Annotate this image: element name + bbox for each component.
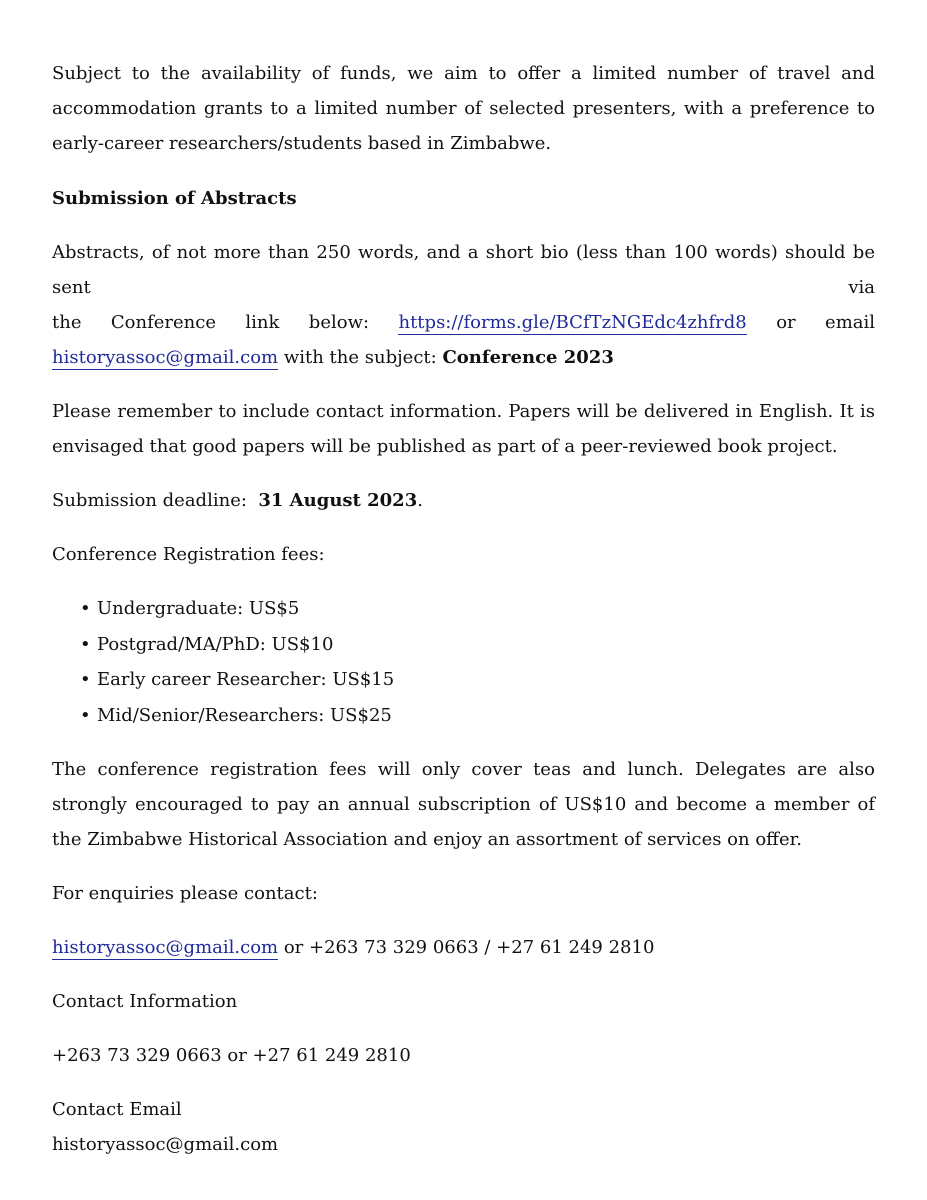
- fee-senior: Mid/Senior/Researchers: US$25: [97, 704, 392, 726]
- fee-postgrad: Postgrad/MA/PhD: US$10: [97, 633, 334, 655]
- contact-reminder-paragraph: Please remember to include contact information. Papers will be delivered in English. It is envisaged that good papers will be published as part of a peer-reviewed book project.: [52, 401, 875, 457]
- deadline-paragraph: [52, 483, 875, 518]
- enquiries-email-link[interactable]: historyassoc@gmail.com: [52, 937, 279, 958]
- grants-paragraph: Subject to the availability of funds, we aim to offer a limited number of travel and accommodation grants to a limited number of selected presenters, with a preference to early-career researchers/students based in Zimbabwe.: [52, 63, 875, 154]
- bullet-icon: •: [80, 704, 91, 726]
- abstracts-line-3: [52, 340, 875, 375]
- submission-email-link[interactable]: historyassoc@gmail.com: [52, 347, 279, 368]
- fee-undergraduate: Undergraduate: US$5: [97, 598, 300, 619]
- list-item: [80, 662, 875, 698]
- abstracts-paragraph: [52, 235, 875, 375]
- abstracts-heading: Submission of Abstracts: [52, 188, 297, 209]
- contact-info-label: Contact Information: [52, 991, 238, 1012]
- submission-form-link[interactable]: https://forms.gle/BCfTzNGEdc4zhfrd8: [398, 312, 747, 333]
- fees-list: [52, 591, 875, 733]
- abstracts-line-1: Abstracts, of not more than 250 words, and a short bio (less than 100 words) should be sent via: [52, 242, 875, 298]
- enquiries-contact: [52, 930, 875, 965]
- list-item: [80, 627, 875, 663]
- contact-email-label: Contact Email: [52, 1099, 182, 1120]
- list-item: [80, 591, 875, 627]
- abstracts-line-2-or: or email: [776, 312, 876, 333]
- enquiries-phones: or +263 73 329 0663 / +27 61 249 2810: [278, 937, 655, 958]
- deadline-label: Submission deadline:: [52, 490, 259, 511]
- abstracts-line-2: [52, 305, 875, 340]
- bullet-icon: •: [80, 598, 91, 619]
- enquiries-label: For enquiries please contact:: [52, 883, 318, 904]
- contact-email: historyassoc@gmail.com: [52, 1134, 279, 1155]
- list-item: [80, 698, 875, 734]
- bullet-icon: •: [80, 633, 91, 655]
- subject-text: with the subject:: [278, 347, 443, 368]
- contact-info-phones: +263 73 329 0663 or +27 61 249 2810: [52, 1045, 411, 1066]
- subject-value: Conference 2023: [442, 347, 614, 368]
- fee-early-career: Early career Researcher: US$15: [97, 669, 395, 690]
- fees-heading: Conference Registration fees:: [52, 544, 325, 565]
- deadline-date: 31 August 2023: [258, 490, 418, 511]
- fees-note-paragraph: The conference registration fees will only cover teas and lunch. Delegates are also strongly encouraged to pay an annual subscription of US$10 and become a member of the Zimbabwe Historical Association and enjoy an assortment of services on offer.: [52, 759, 875, 850]
- abstracts-line-2-prefix: the Conference link below:: [52, 312, 370, 333]
- deadline-suffix: .: [417, 490, 423, 511]
- bullet-icon: •: [80, 669, 91, 690]
